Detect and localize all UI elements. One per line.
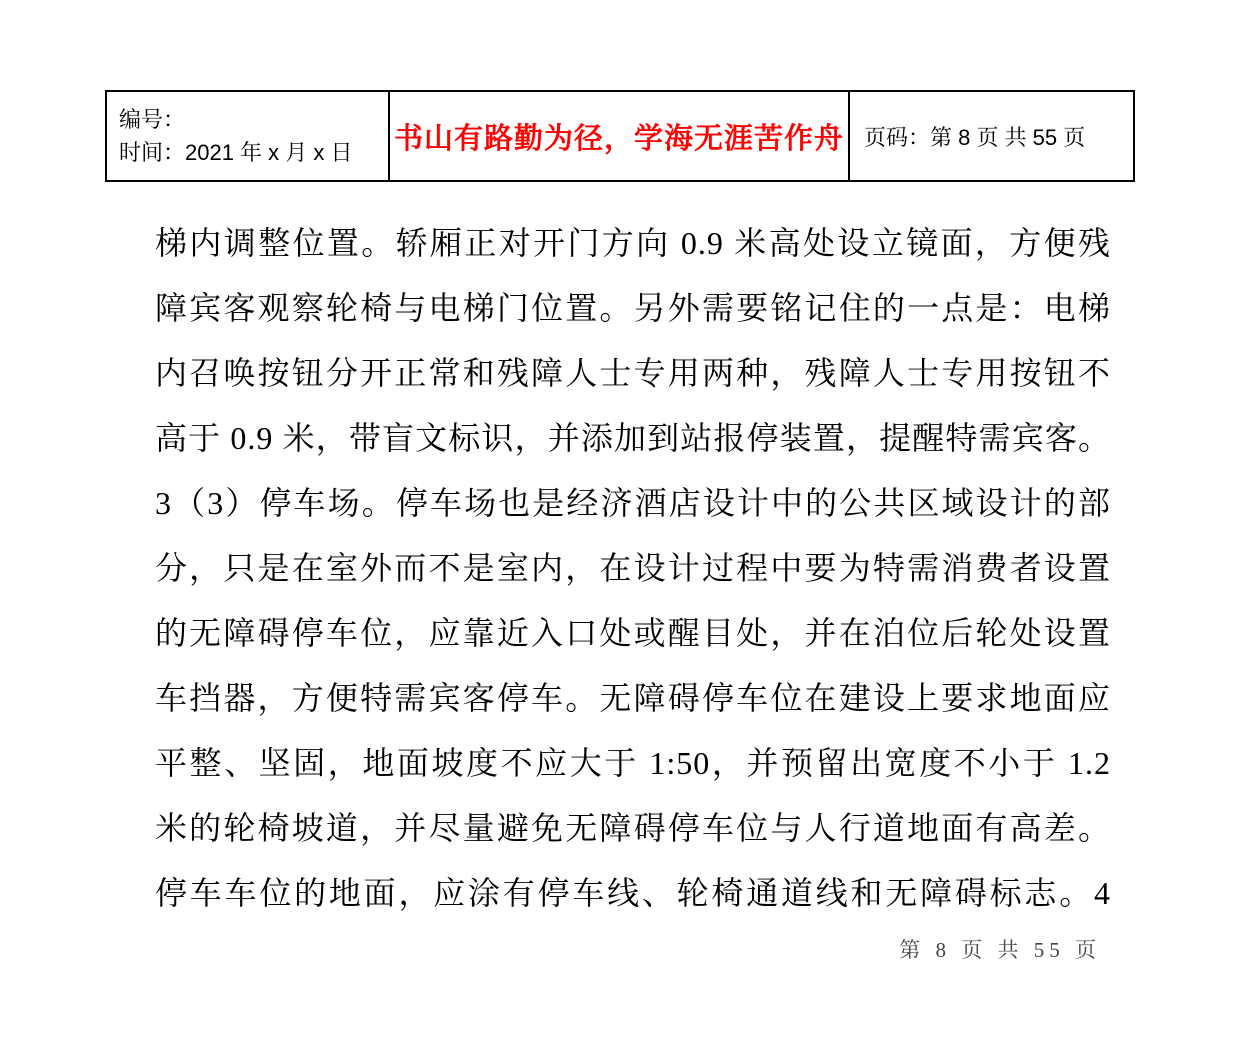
footer-page-number: 第 8 页 共 55 页 xyxy=(899,938,1101,962)
doc-number-line: 编号： xyxy=(119,107,186,132)
header-motto: 书山有路勤为径，学海无涯苦作舟 xyxy=(393,122,844,155)
body-text-line: 障宾客观察轮椅与电梯门位置。另外需要铭记住的一点是：电梯 xyxy=(155,290,1111,326)
body-text-line: 停车车位的地面，应涂有停车线、轮椅通道线和无障碍标志。4 xyxy=(155,875,1111,911)
header-cell-meta xyxy=(107,92,388,180)
body-text-line: 3（3）停车场。停车场也是经济酒店设计中的公共区域设计的部 xyxy=(155,485,1111,521)
doc-date-line: 时间：2021 年 x 月 x 日 xyxy=(119,140,353,165)
header-table xyxy=(105,90,1135,182)
body-text-line: 内召唤按钮分开正常和残障人士专用两种，残障人士专用按钮不 xyxy=(155,355,1111,391)
body-text-line: 米的轮椅坡道，并尽量避免无障碍停车位与人行道地面有高差。 xyxy=(155,810,1111,846)
body-text-line: 分，只是在室外而不是室内，在设计过程中要为特需消费者设置 xyxy=(155,550,1111,586)
header-cell-motto xyxy=(388,92,850,180)
body-text-line: 梯内调整位置。轿厢正对开门方向 0.9 米高处设立镜面，方便残 xyxy=(155,225,1111,261)
body-text-line: 高于 0.9 米，带盲文标识，并添加到站报停装置，提醒特需宾客。 xyxy=(155,420,1111,456)
body-text-line: 车挡器，方便特需宾客停车。无障碍停车位在建设上要求地面应 xyxy=(155,680,1111,716)
body-text-line: 的无障碍停车位，应靠近入口处或醒目处，并在泊位后轮处设置 xyxy=(155,615,1111,651)
document-body xyxy=(155,211,1111,926)
body-text-line: 平整、坚固，地面坡度不应大于 1:50，并预留出宽度不小于 1.2 xyxy=(155,745,1111,781)
header-page-indicator: 页码：第 8 页 共 55 页 xyxy=(864,124,1086,150)
header-cell-page xyxy=(850,92,1133,180)
